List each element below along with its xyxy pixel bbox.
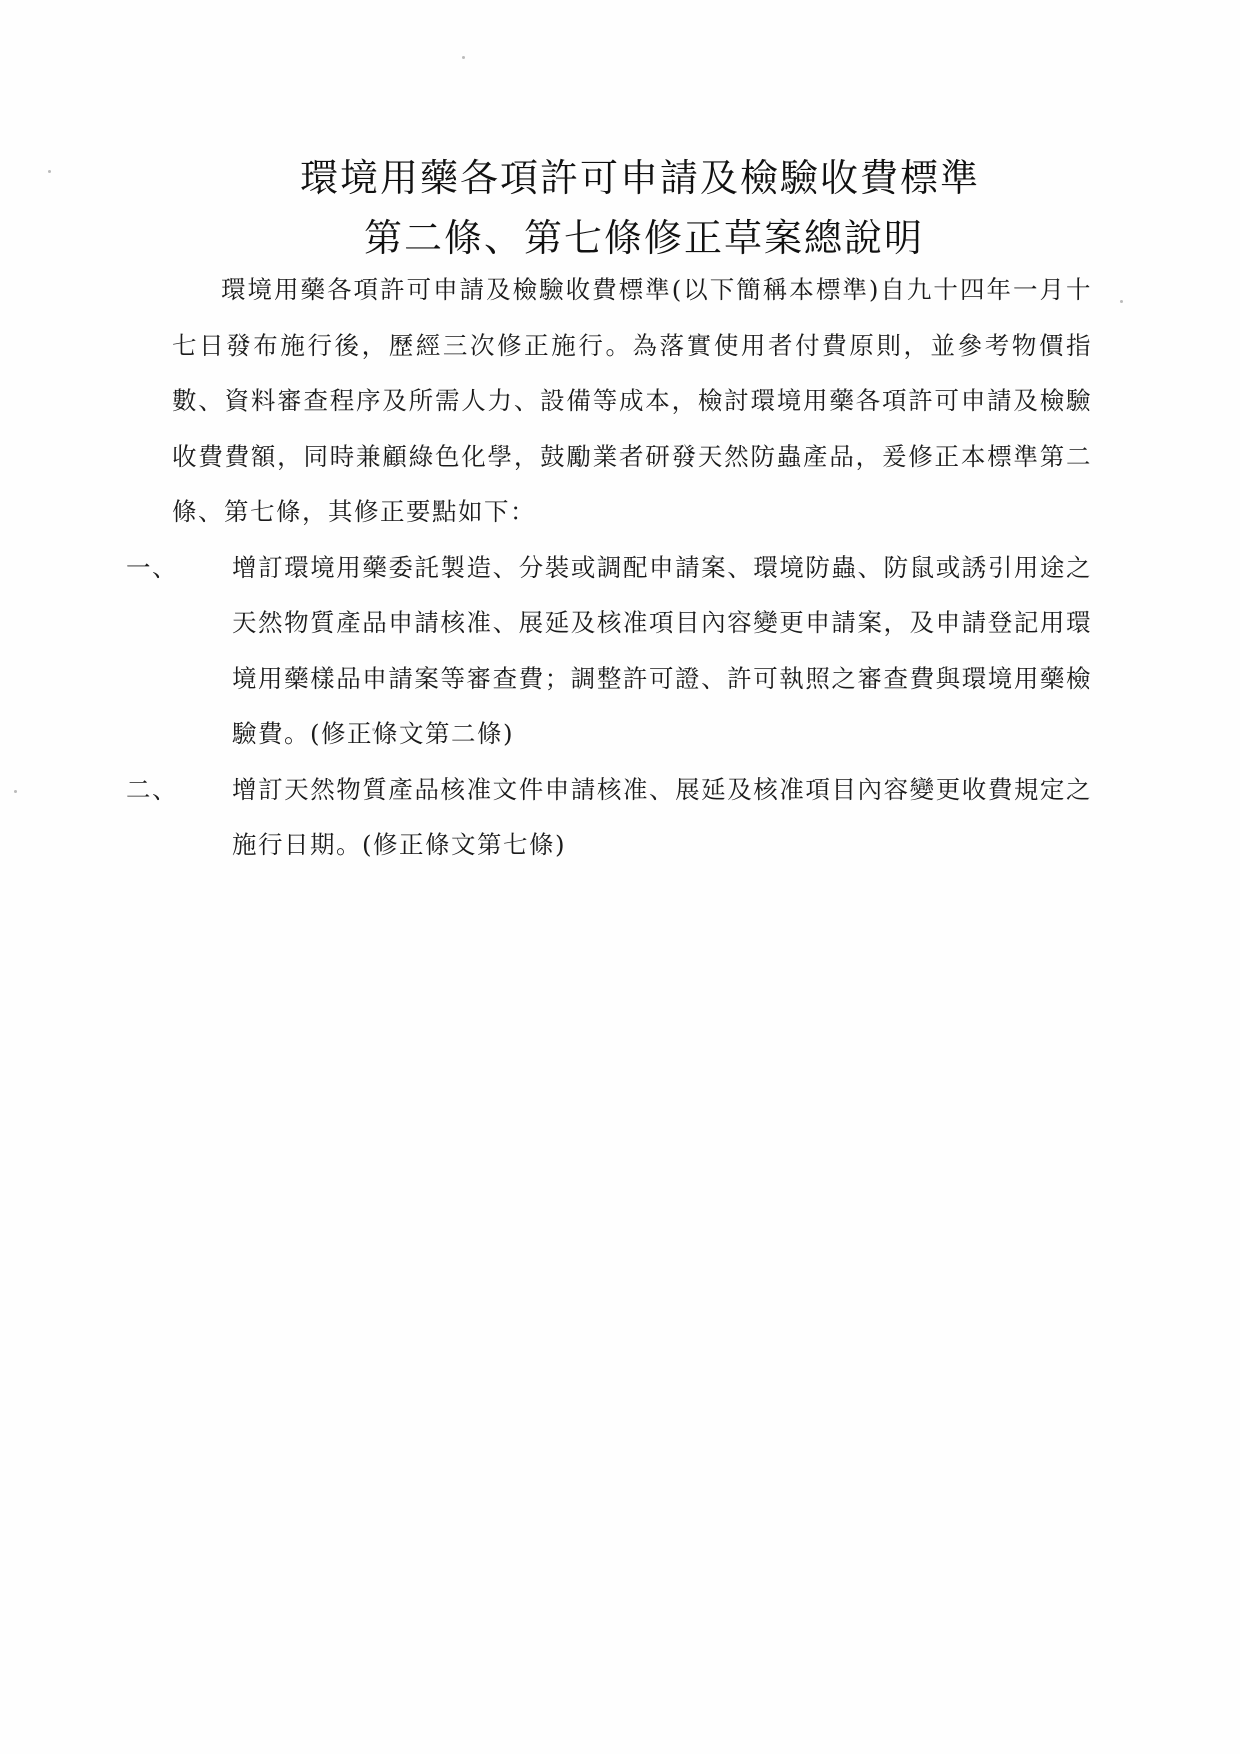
point-number: 二、: [126, 774, 178, 804]
point-text: 增訂天然物質產品核准文件申請核准、展延及核准項目內容變更收費規定之施行日期。(修正條文第七條): [232, 774, 1092, 859]
amendment-point-1: [126, 540, 1092, 762]
document-title: [0, 148, 1240, 268]
amendment-point-2: [126, 762, 1092, 873]
title-line-1: 環境用藥各項許可申請及檢驗收費標準: [299, 156, 980, 200]
title-line-2: 第二條、第七條修正草案總說明: [363, 216, 924, 260]
point-text: 增訂環境用藥委託製造、分裝或調配申請案、環境防蟲、防鼠或誘引用途之天然物質產品申請核准、展延及核准項目內容變更申請案，及申請登記用環境用藥樣品申請案等審查費；調整許可證、許可執照之審查費與環境用藥檢驗費。(修正條文第二條): [232, 552, 1092, 748]
scan-speck: [462, 56, 465, 59]
scan-speck: [14, 790, 17, 793]
point-number: 一、: [126, 552, 178, 582]
scan-speck: [1120, 300, 1123, 303]
intro-paragraph: 環境用藥各項許可申請及檢驗收費標準(以下簡稱本標準)自九十四年一月十七日發布施行後，歷經三次修正施行。為落實使用者付費原則，並參考物價指數、資料審查程序及所需人力、設備等成本，檢討環境用藥各項許可申請及檢驗收費費額，同時兼顧綠色化學，鼓勵業者研發天然防蟲產品，爰修正本標準第二條、第七條，其修正要點如下：: [172, 275, 1092, 526]
document-body: [126, 262, 1092, 873]
